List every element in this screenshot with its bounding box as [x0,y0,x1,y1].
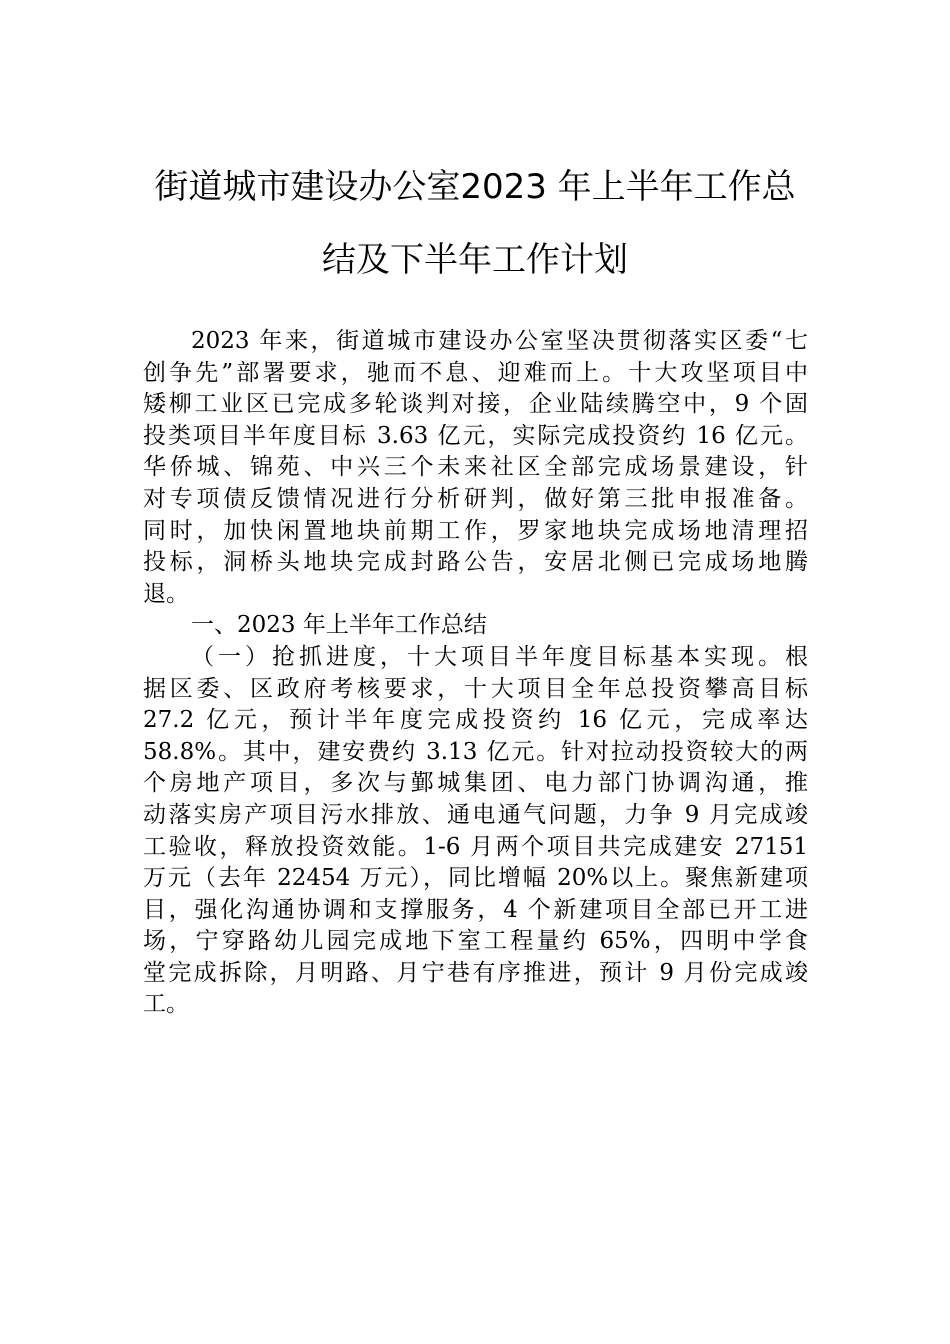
paragraph-line: 矮柳工业区已完成多轮谈判对接，企业陆续腾空中，9 个固 [143,391,808,418]
paragraph-line: 27.2 亿元，预计半年度完成投资约 16 亿元，完成率达 [143,707,808,734]
paragraph-line: 动落实房产项目污水排放、通电通气问题，力争 9 月完成竣 [143,801,808,828]
paragraph-line: 工验收，释放投资效能。1-6 月两个项目共完成建安 27151 [143,833,808,860]
paragraph-line: 华侨城、锦苑、中兴三个未来社区全部完成场景建设，针 [143,454,808,481]
paragraph-line: 对专项债反馈情况进行分析研判，做好第三批申报准备。 [143,485,808,512]
subsection-heading-line: （一）抢抓进度，十大项目半年度目标基本实现。根 [191,643,808,670]
paragraph-line: 创争先”部署要求，驰而不息、迎难而上。十大攻坚项目中 [143,359,808,386]
paragraph-line: 投标，洞桥头地块完成封路公告，安居北侧已完成场地腾 [143,549,808,576]
paragraph-line: 投类项目半年度目标 3.63 亿元，实际完成投资约 16 亿元。 [143,422,808,449]
paragraph-line: 万元（去年 22454 万元），同比增幅 20%以上。聚焦新建项 [143,865,808,892]
paragraph-line: 2023 年来，街道城市建设办公室坚决贯彻落实区委“七 [191,328,808,354]
document-title-line-2: 结及下半年工作计划 [322,240,628,280]
paragraph-line: 58.8%。其中，建安费约 3.13 亿元。针对拉动投资较大的两 [143,738,808,765]
paragraph-line: 工。 [143,991,189,1018]
paragraph-line: 堂完成拆除，月明路、月宁巷有序推进，预计 9 月份完成竣 [143,959,808,986]
paragraph-line: 目，强化沟通协调和支撑服务，4 个新建项目全部已开工进 [143,896,808,923]
section-heading: 一、2023 年上半年工作总结 [191,612,487,639]
document-title-line-1: 街道城市建设办公室2023 年上半年工作总 [154,167,796,207]
paragraph-line: 个房地产项目，多次与鄞城集团、电力部门协调沟通，推 [143,770,808,797]
paragraph-line: 据区委、区政府考核要求，十大项目全年总投资攀高目标 [143,675,808,702]
document-body [143,326,808,1021]
paragraph-line: 同时，加快闲置地块前期工作，罗家地块完成场地清理招 [143,517,808,544]
paragraph-line: 退。 [143,580,189,607]
paragraph-line: 场，宁穿路幼儿园完成地下室工程量约 65%，四明中学食 [143,928,808,955]
